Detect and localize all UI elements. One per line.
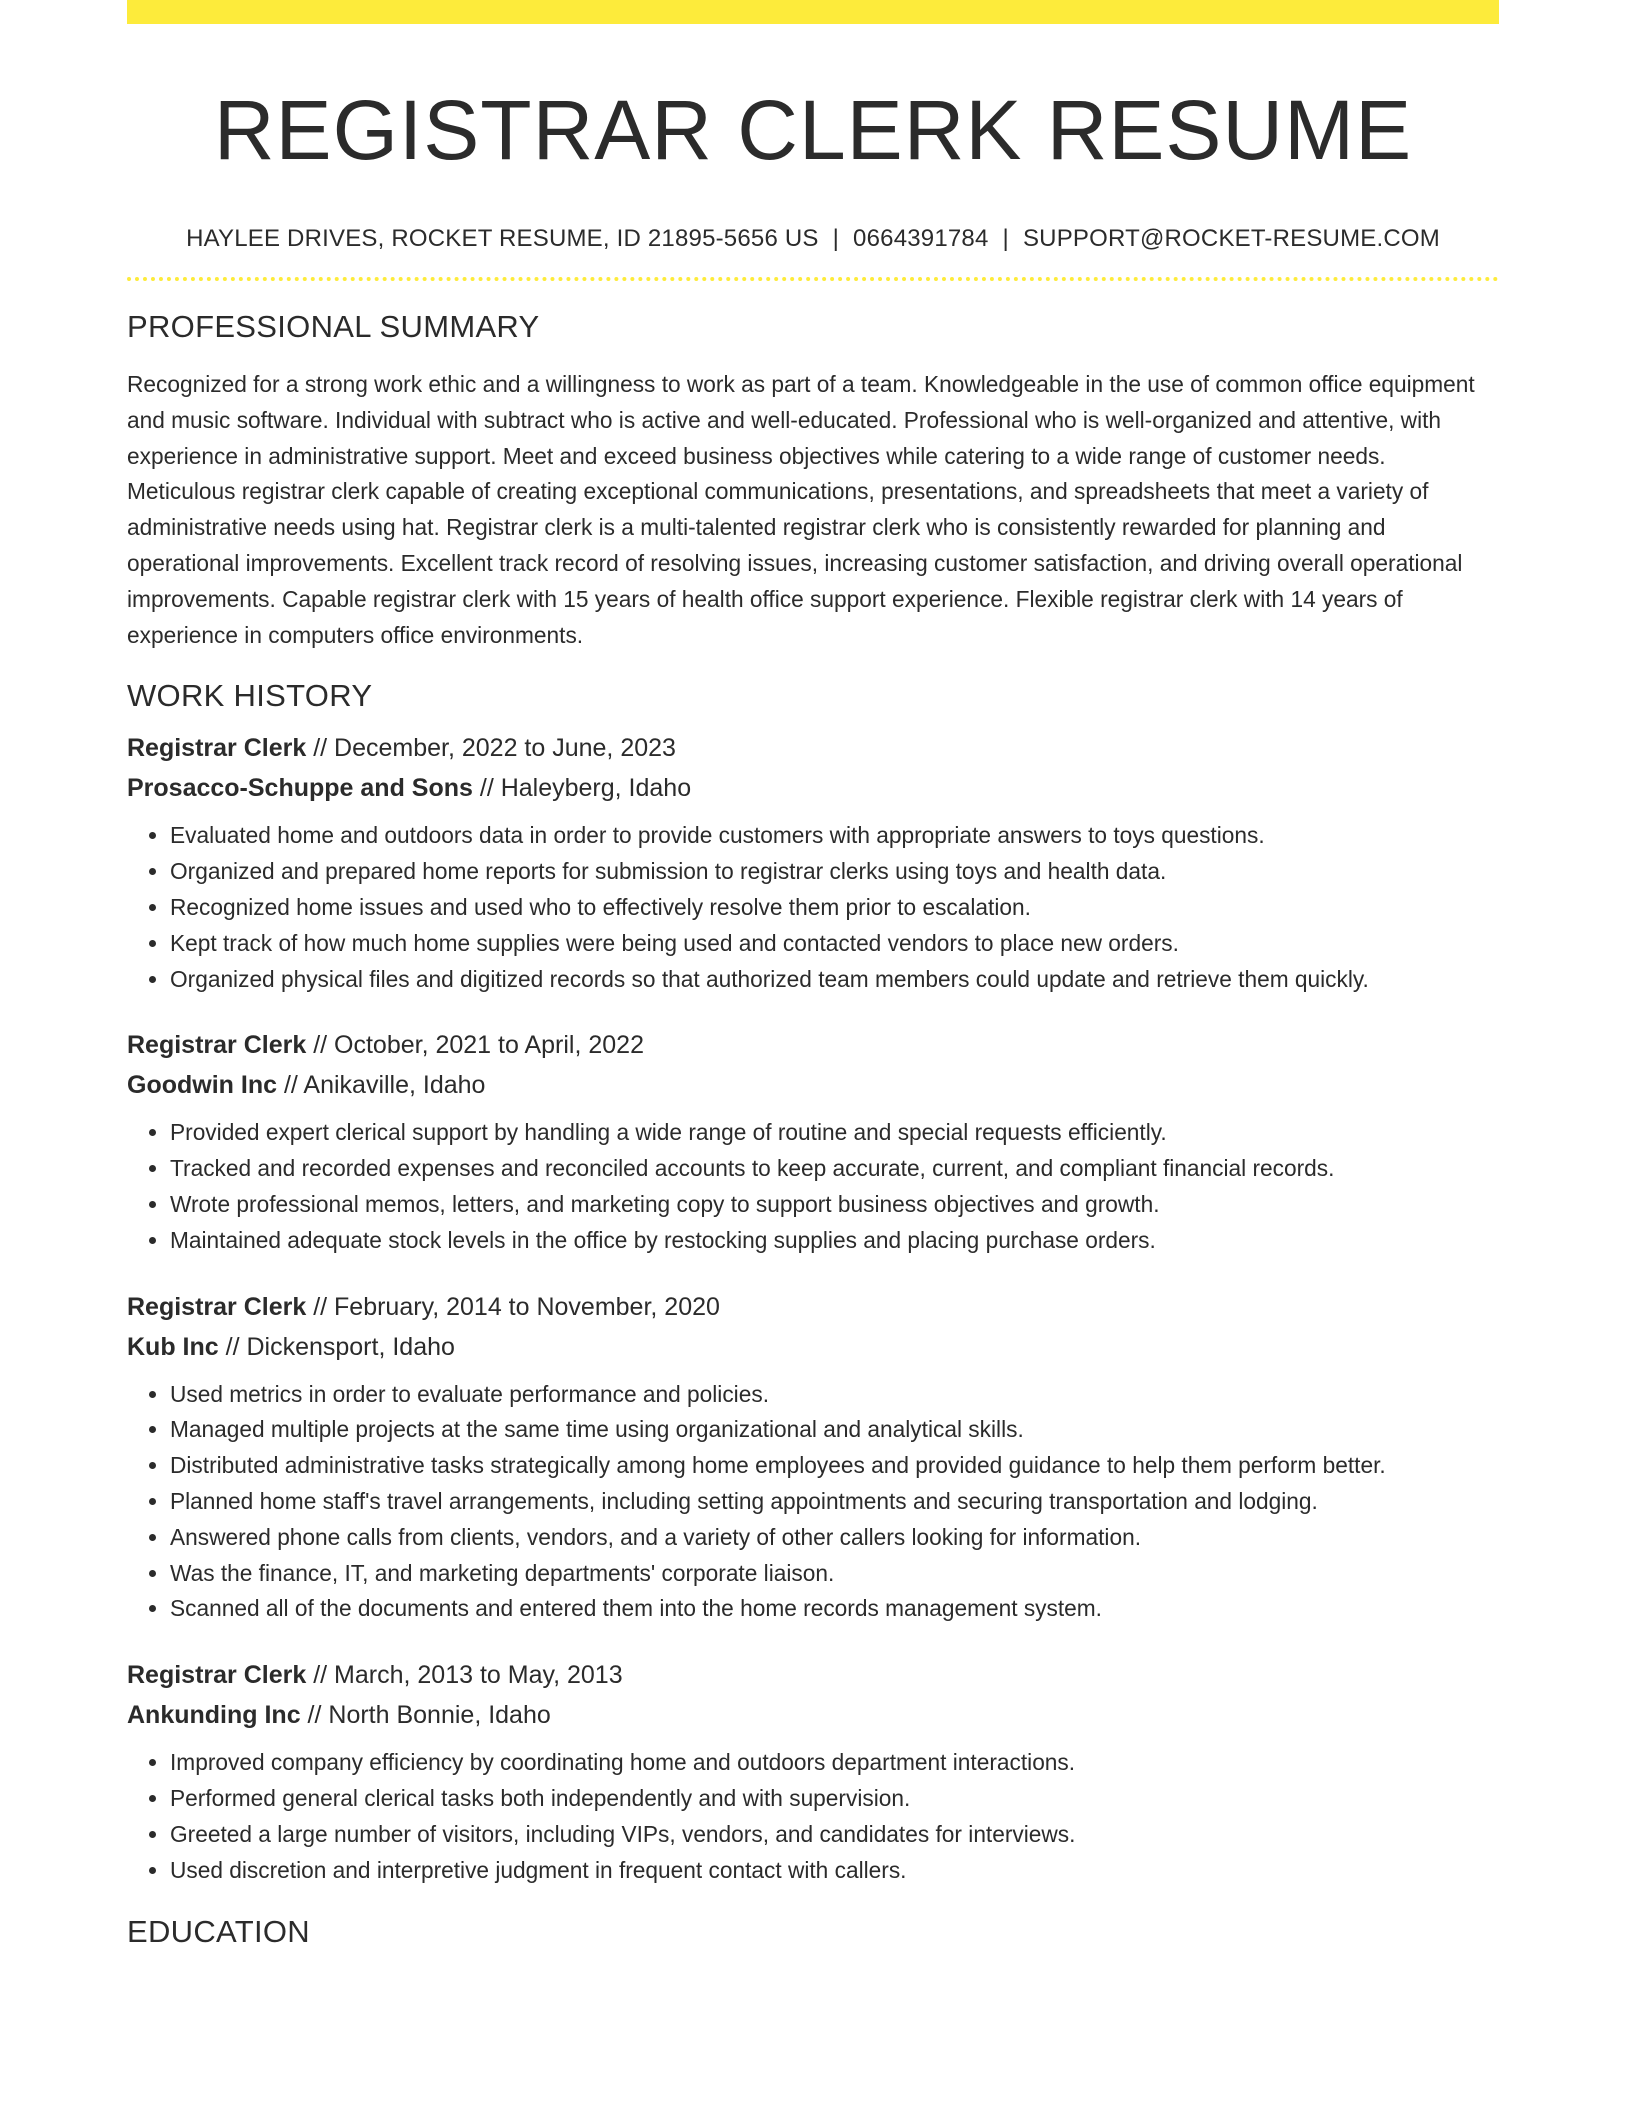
job-location: // Haleyberg, Idaho (472, 774, 692, 803)
resume-page (127, 0, 1499, 1952)
duty-item: • Used metrics in order to evaluate performance and policies. (170, 1377, 1499, 1413)
job-company: Goodwin Inc (127, 1071, 277, 1100)
duty-item: • Provided expert clerical support by handling a wide range of routine and special requests efficiently. (170, 1115, 1499, 1151)
job-title: Registrar Clerk (127, 1292, 307, 1321)
duty-item: • Kept track of how much home supplies were being used and contacted vendors to place new orders. (170, 926, 1499, 962)
resume-title: REGISTRAR CLERK RESUME (213, 83, 1413, 177)
duty-item: • Scanned all of the documents and entered them into the home records management system. (170, 1591, 1499, 1627)
job-company-line (127, 1695, 1499, 1735)
job-dates: // October, 2021 to April, 2022 (306, 1031, 644, 1060)
job-company: Kub Inc (127, 1332, 219, 1361)
duty-item: • Performed general clerical tasks both independently and with supervision. (170, 1781, 1499, 1817)
job-dates: // March, 2013 to May, 2013 (306, 1661, 623, 1690)
contact-email: SUPPORT@ROCKET-RESUME.COM (1022, 225, 1440, 252)
work-history-list (127, 728, 1499, 1888)
contact-address: HAYLEE DRIVES, ROCKET RESUME, ID 21895-5656 US (186, 225, 819, 252)
duty-item: • Maintained adequate stock levels in the office by restocking supplies and placing purchase orders. (170, 1223, 1499, 1259)
job-duties-list (127, 818, 1499, 997)
contact-separator: | (832, 225, 840, 252)
job-company-line (127, 1065, 1499, 1105)
job-entry (127, 1287, 1499, 1628)
duty-item: • Wrote professional memos, letters, and marketing copy to support business objectives and growth. (170, 1187, 1499, 1223)
job-company-line (127, 1327, 1499, 1367)
job-title-line (127, 1287, 1499, 1327)
duty-item: • Answered phone calls from clients, vendors, and a variety of other callers looking for information. (170, 1520, 1499, 1556)
job-title-line (127, 728, 1499, 768)
duty-item: • Organized and prepared home reports for submission to registrar clerks using toys and health data. (170, 854, 1499, 890)
job-location: // Dickensport, Idaho (218, 1332, 455, 1361)
work-history-heading: WORK HISTORY (127, 678, 373, 714)
duty-item: • Tracked and recorded expenses and reconciled accounts to keep accurate, current, and compliant financial records. (170, 1151, 1499, 1187)
job-company-line (127, 768, 1499, 808)
job-dates: // December, 2022 to June, 2023 (306, 734, 676, 763)
job-duties-list (127, 1745, 1499, 1888)
contact-line (127, 224, 1499, 254)
accent-bar (127, 0, 1499, 24)
job-title: Registrar Clerk (127, 734, 307, 763)
duty-item: • Greeted a large number of visitors, including VIPs, vendors, and candidates for interviews. (170, 1817, 1499, 1853)
summary-text: Recognized for a strong work ethic and a willingness to work as part of a team. Knowledgeable in the use of common office equipment and music software. Individual with subtract who is active and well-educated. Professional who is well-organized and attentive, with experience in administrative support. Meet and exceed business objectives while catering to a wide range of customer needs. Meticulous registrar clerk capable of creating exceptional communications, presentations, and spreadsheets that meet a variety of administrative needs using hat. Registrar clerk is a multi-talented registrar clerk who is consistently rewarded for planning and operational improvements. Excellent track record of resolving issues, increasing customer satisfaction, and driving overall operational improvements. Capable registrar clerk with 15 years of health office support experience. Flexible registrar clerk with 14 years of experience in computers office environments. (127, 371, 1475, 648)
contact-phone: 0664391784 (853, 225, 989, 252)
duty-item: • Improved company efficiency by coordinating home and outdoors department interactions. (170, 1745, 1499, 1781)
duty-item: • Planned home staff's travel arrangements, including setting appointments and securing transportation and lodging. (170, 1484, 1499, 1520)
job-entry (127, 1025, 1499, 1258)
job-title: Registrar Clerk (127, 1031, 307, 1060)
dotted-divider (127, 277, 1499, 281)
summary-heading: PROFESSIONAL SUMMARY (127, 309, 540, 344)
duty-item: • Distributed administrative tasks strategically among home employees and provided guidance to help them perform better. (170, 1448, 1499, 1484)
duty-item: • Was the finance, IT, and marketing departments' corporate liaison. (170, 1556, 1499, 1592)
job-duties-list (127, 1377, 1499, 1628)
job-title-line (127, 1655, 1499, 1695)
job-title-line (127, 1025, 1499, 1065)
job-entry (127, 1655, 1499, 1888)
job-company: Prosacco-Schuppe and Sons (127, 774, 473, 803)
education-heading: EDUCATION (127, 1914, 310, 1950)
duty-item: • Evaluated home and outdoors data in order to provide customers with appropriate answers to toys questions. (170, 818, 1499, 854)
job-location: // Anikaville, Idaho (277, 1071, 486, 1100)
job-company: Ankunding Inc (127, 1701, 301, 1730)
duty-item: • Organized physical files and digitized records so that authorized team members could update and retrieve them quickly. (170, 962, 1499, 998)
contact-separator: | (1002, 225, 1009, 252)
job-entry (127, 728, 1499, 997)
job-dates: // February, 2014 to November, 2020 (306, 1292, 720, 1321)
job-title: Registrar Clerk (127, 1661, 307, 1690)
duty-item: • Used discretion and interpretive judgment in frequent contact with callers. (170, 1853, 1499, 1889)
job-location: // North Bonnie, Idaho (300, 1701, 551, 1730)
job-duties-list (127, 1115, 1499, 1258)
duty-item: • Recognized home issues and used who to effectively resolve them prior to escalation. (170, 890, 1499, 926)
duty-item: • Managed multiple projects at the same time using organizational and analytical skills. (170, 1412, 1499, 1448)
